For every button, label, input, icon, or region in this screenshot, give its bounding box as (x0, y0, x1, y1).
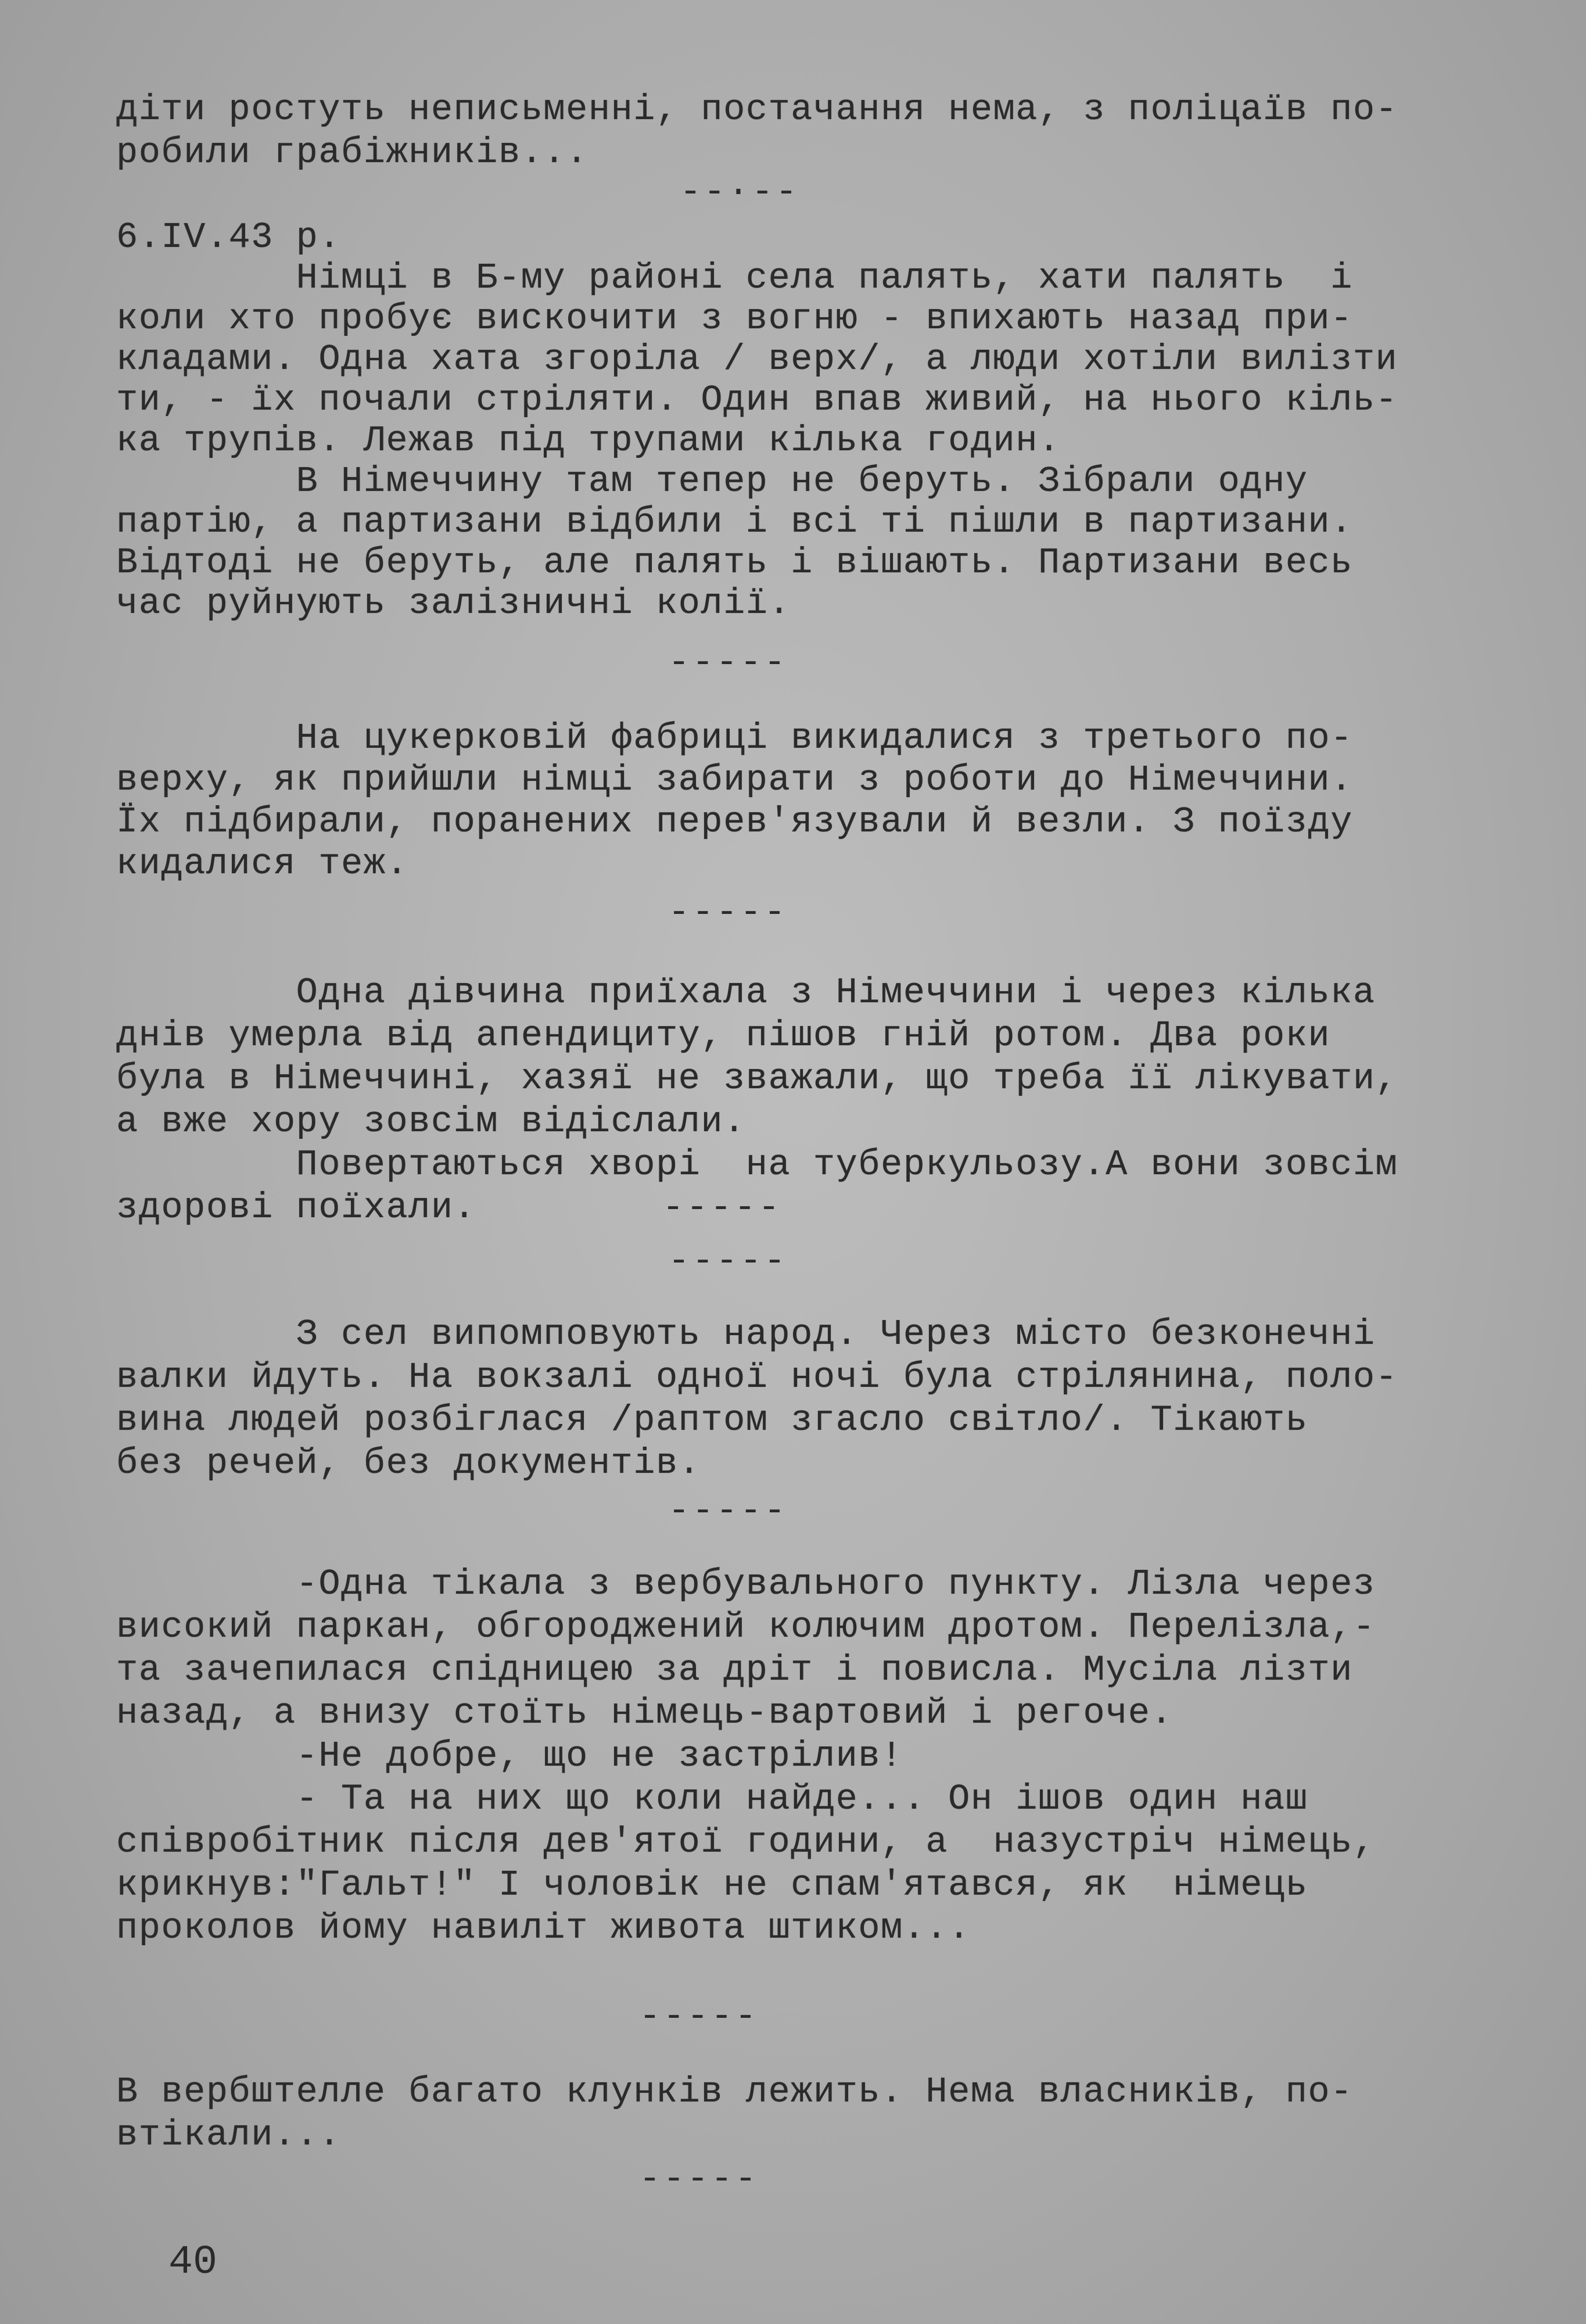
text-line: час руйнують залізничні колії. (116, 583, 791, 624)
text-line: -Одна тікала з вербувального пункту. Лізла через (116, 1563, 1376, 1605)
text-line: кидалися теж. (116, 843, 409, 884)
section-separator: ----- (639, 2158, 759, 2200)
text-line: - Та на них що коли найде... Он ішов один наш (116, 1778, 1308, 1820)
text-line: партію, а партизани відбили і всі ті пішли в партизани. (116, 501, 1353, 543)
date-line: 6.IV.43 р. (116, 217, 342, 258)
text-line: Їх підбирали, поранених перев'язували й везли. З поїзду (116, 801, 1353, 842)
text-line: Німці в Б-му районі села палять, хати палять і (116, 257, 1353, 299)
text-line: здорові поїхали. (116, 1187, 476, 1228)
section-separator: ----- (668, 642, 788, 683)
text-line: коли хто пробує вискочити з вогню - впихають назад при- (116, 298, 1353, 339)
page-number: 40 (168, 2240, 218, 2286)
text-line: крикнув:"Гальт!" І чоловік не спам'ятався, як німець (116, 1864, 1308, 1906)
text-line: була в Німеччині, хазяї не зважали, що треба її лікувати, (116, 1058, 1398, 1099)
section-separator: ----- (639, 1996, 759, 2037)
text-line: верху, як прийшли німці забирати з роботи до Німеччини. (116, 759, 1353, 801)
section-separator: ----- (668, 1240, 788, 1282)
text-line: В вербштелле багато клунків лежить. Нема власників, по- (116, 2071, 1353, 2113)
text-line: високий паркан, обгороджений колючим дротом. Перелізла,- (116, 1606, 1376, 1648)
text-line: співробітник після дев'ятої години, а назустріч німець, (116, 1821, 1376, 1863)
text-line: без речей, без документів. (116, 1443, 701, 1484)
text-line: робили грабіжників... (116, 132, 589, 173)
text-line: На цукерковій фабриці викидалися з третього по- (116, 718, 1353, 759)
text-line: днів умерла від апендициту, пішов гній ротом. Два роки (116, 1015, 1331, 1056)
text-line: вина людей розбіглася /раптом згасло світло/. Тікають (116, 1400, 1308, 1441)
text-line: В Німеччину там тепер не беруть. Зібрали одну (116, 461, 1308, 502)
text-line: а вже хору зовсім відіслали. (116, 1101, 746, 1142)
text-line: ка трупів. Лежав під трупами кілька годин. (116, 420, 1061, 461)
text-line: -Не добре, що не застрілив! (116, 1735, 903, 1777)
text-line: Одна дівчина приїхала з Німеччини і через кілька (116, 972, 1376, 1013)
section-separator: ----- (662, 1187, 783, 1228)
text-line: Повертаються хворі на туберкульозу.А вони зовсім (116, 1144, 1398, 1185)
section-separator: ----- (668, 1490, 788, 1532)
text-line: кладами. Одна хата згоріла / верх/, а люди хотіли вилізти (116, 339, 1398, 380)
text-line: діти ростуть неписьменні, постачання нема, з поліцаїв по- (116, 89, 1398, 130)
text-line: валки йдуть. На вокзалі одної ночі була стрілянина, поло- (116, 1357, 1398, 1398)
section-separator: ----- (668, 892, 788, 933)
text-line: назад, а внизу стоїть німець-вартовий і регоче. (116, 1692, 1174, 1734)
text-line: та зачепилася спідницею за дріт і повисла. Мусіла лізти (116, 1649, 1353, 1691)
text-line: ти, - їх почали стріляти. Один впав живий, на нього кіль- (116, 379, 1398, 421)
text-line: проколов йому навиліт живота штиком... (116, 1907, 971, 1949)
text-line: Відтоді не беруть, але палять і вішають. Партизани весь (116, 542, 1353, 583)
text-line: З сел випомповують народ. Через місто безконечні (116, 1314, 1376, 1355)
text-line: втікали... (116, 2114, 342, 2156)
section-separator: --·-- (680, 171, 800, 213)
